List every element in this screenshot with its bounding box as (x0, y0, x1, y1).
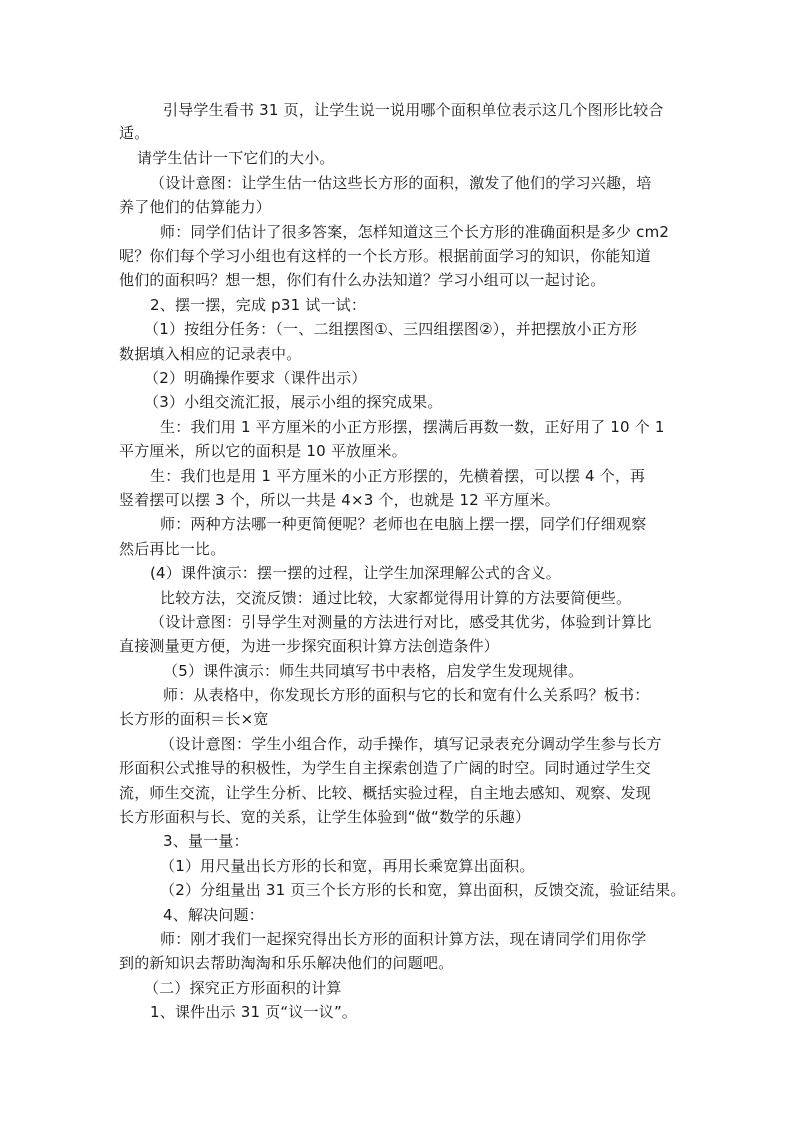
text-line: （二）探究正方形面积的计算 (144, 979, 342, 997)
text-line: 请学生估计一下它们的大小。 (137, 149, 335, 167)
text-line: 生：我们用 1 平方厘米的小正方形摆，摆满后再数一数，正好用了 10 个 1 (160, 418, 665, 436)
text-line: （设计意图：让学生估一估这些长方形的面积，激发了他们的学习兴趣，培 (150, 174, 652, 192)
text-line: 引导学生看书 31 页，让学生说一说用哪个面积单位表示这几个图形比较合 (163, 101, 664, 119)
text-line: 平方厘米，所以它的面积是 10 平放厘米。 (119, 442, 407, 460)
text-line: 流，师生交流，让学生分析、比较、概括实验过程，自主地去感知、观察、发现 (119, 784, 652, 802)
text-line: 他们的面积吗？想一想，你们有什么办法知道？学习小组可以一起讨论。 (119, 271, 606, 289)
text-line: 形面积公式推导的积极性，为学生自主探索创造了广阔的时空。同时通过学生交 (119, 759, 652, 777)
text-line: （3）小组交流汇报，展示小组的探究成果。 (144, 393, 443, 411)
text-line: 师：从表格中，你发现长方形的面积与它的长和宽有什么关系吗？板书： (163, 686, 650, 704)
text-line: 长方形的面积＝长×宽 (119, 710, 269, 728)
text-line: 呢？你们每个学习小组也有这样的一个长方形。根据前面学习的知识，你能知道 (119, 247, 652, 265)
text-line: 到的新知识去帮助淘淘和乐乐解决他们的问题吧。 (119, 954, 454, 972)
text-line: 比较方法，交流反馈：通过比较，大家都觉得用计算的方法要简便些。 (160, 589, 632, 607)
text-line: 3、量一量： (163, 832, 249, 850)
text-line: 师：同学们估计了很多答案，怎样知道这三个长方形的准确面积是多少 cm2 (160, 223, 670, 241)
text-line: 师：两种方法哪一种更简便呢？老师也在电脑上摆一摆，同学们仔细观察 (160, 515, 647, 533)
text-line: （2）分组量出 31 页三个长方形的长和宽，算出面积，反馈交流，验证结果。 (160, 881, 686, 899)
text-line: （设计意图：引导学生对测量的方法进行对比，感受其优劣，体验到计算比 (150, 613, 652, 631)
text-line: 1、课件出示 31 页“议一议”。 (150, 1003, 358, 1021)
text-line: （设计意图：学生小组合作，动手操作，填写记录表充分调动学生参与长方 (160, 735, 662, 753)
text-line: 直接测量更方便，为进一步探究面积计算方法创造条件） (119, 637, 500, 655)
text-line: 4、解决问题： (163, 906, 264, 924)
text-line: 数据填入相应的记录表中。 (119, 345, 302, 363)
text-line: 养了他们的估算能力） (119, 198, 272, 216)
text-line: 竖着摆可以摆 3 个，所以一共是 4×3 个，也就是 12 平方厘米。 (119, 491, 560, 509)
text-line: 然后再比一比。 (119, 540, 226, 558)
text-line: 长方形面积与长、宽的关系，让学生体验到“做“数学的乐趣） (119, 808, 531, 826)
text-line: （1）按组分任务：（一、二组摆图①、三四组摆图②），并把摆放小正方形 (144, 320, 638, 338)
text-line: （1）用尺量出长方形的长和宽，再用长乘宽算出面积。 (160, 857, 535, 875)
text-line: （2）明确操作要求（课件出示） (144, 369, 367, 387)
text-line: 2、摆一摆，完成 p31 试一试： (150, 296, 367, 314)
text-line: (4）课件演示：摆一摆的过程，让学生加深理解公式的含义。 (150, 564, 561, 582)
text-line: 适。 (119, 124, 150, 142)
text-line: （5）课件演示：师生共同填写书中表格，启发学生发现规律。 (163, 662, 584, 680)
text-line: 生：我们也是用 1 平方厘米的小正方形摆的，先横着摆，可以摆 4 个，再 (150, 467, 646, 485)
text-line: 师：刚才我们一起探究得出长方形的面积计算方法，现在请同学们用你学 (160, 930, 647, 948)
